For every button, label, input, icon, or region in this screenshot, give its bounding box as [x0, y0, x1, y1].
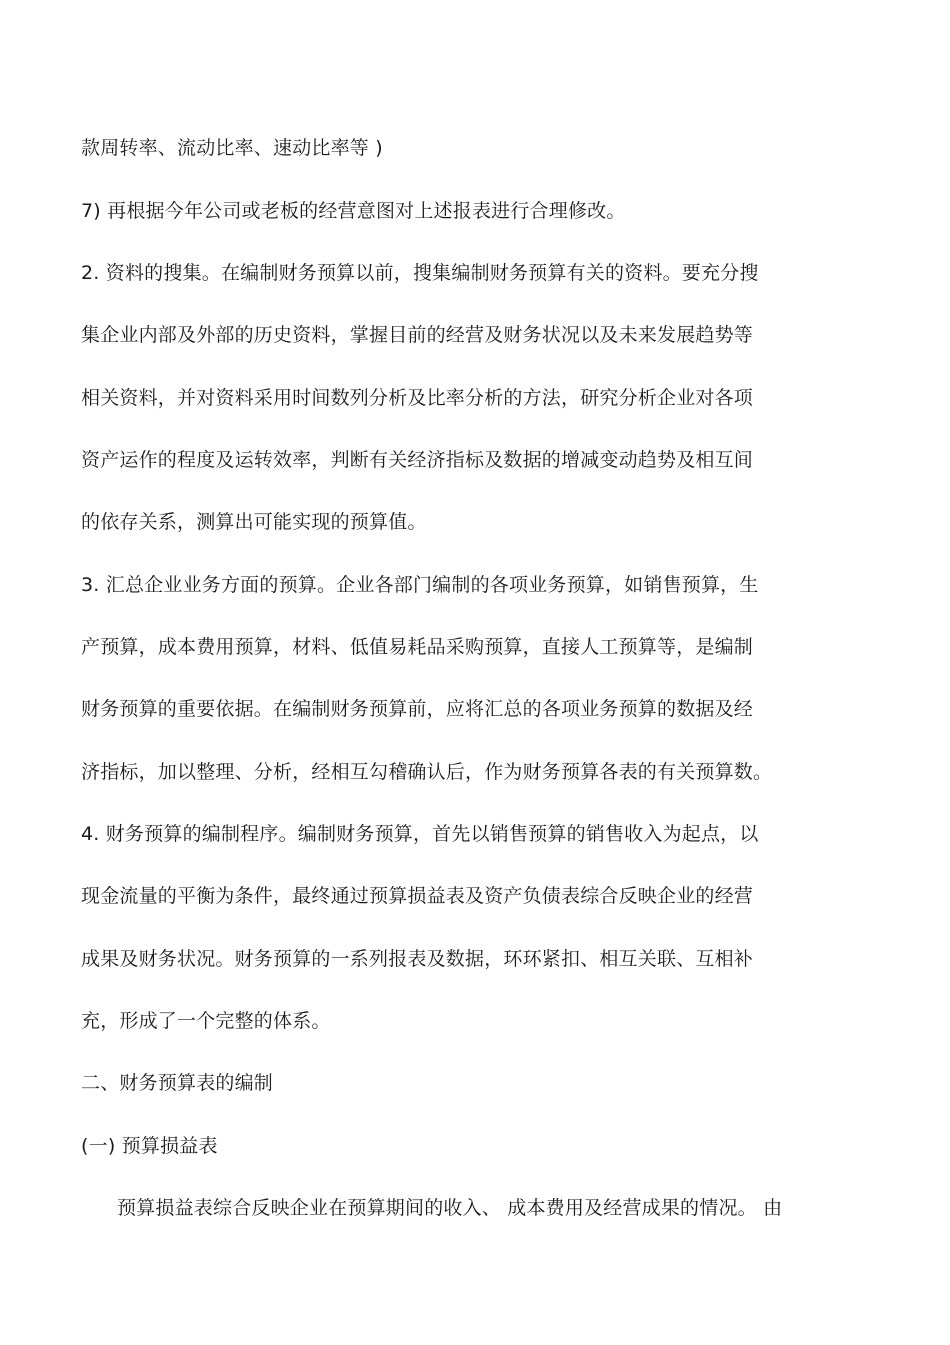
text-line: 资产运作的程度及运转效率，判断有关经济指标及数据的增减变动趋势及相互间 — [81, 449, 754, 471]
text-line: 2. 资料的搜集。在编制财务预算以前，搜集编制财务预算有关的资料。要充分搜 — [81, 262, 759, 284]
text-line: 7) 再根据今年公司或老板的经营意图对上述报表进行合理修改。 — [81, 200, 626, 222]
text-line: 的依存关系，测算出可能实现的预算值。 — [81, 511, 427, 533]
text-line: 相关资料，并对资料采用时间数列分析及比率分析的方法，研究分析企业对各项 — [81, 387, 754, 409]
text-line: 济指标，加以整理、分析，经相互勾稽确认后，作为财务预算各表的有关预算数。 — [81, 761, 773, 783]
text-line: 财务预算的重要依据。在编制财务预算前，应将汇总的各项业务预算的数据及经 — [81, 698, 754, 720]
text-line: 现金流量的平衡为条件，最终通过预算损益表及资产负债表综合反映企业的经营 — [81, 885, 754, 907]
text-line: 款周转率、流动比率、速动比率等 ) — [81, 137, 383, 159]
text-line: 充，形成了一个完整的体系。 — [81, 1010, 331, 1032]
text-line: 预算损益表综合反映企业在预算期间的收入、 成本费用及经营成果的情况。 由 — [117, 1197, 783, 1219]
text-line: 4. 财务预算的编制程序。编制财务预算，首先以销售预算的销售收入为起点，以 — [81, 823, 759, 845]
text-line: 3. 汇总企业业务方面的预算。企业各部门编制的各项业务预算，如销售预算，生 — [81, 574, 759, 596]
subsection-heading: (一) 预算损益表 — [81, 1135, 218, 1157]
text-line: 集企业内部及外部的历史资料，掌握目前的经营及财务状况以及未来发展趋势等 — [81, 324, 754, 346]
section-heading: 二、财务预算表的编制 — [81, 1072, 274, 1094]
text-line: 成果及财务状况。财务预算的一系列报表及数据，环环紧扣、相互关联、互相补 — [81, 948, 754, 970]
text-line: 产预算，成本费用预算，材料、低值易耗品采购预算，直接人工预算等，是编制 — [81, 636, 754, 658]
